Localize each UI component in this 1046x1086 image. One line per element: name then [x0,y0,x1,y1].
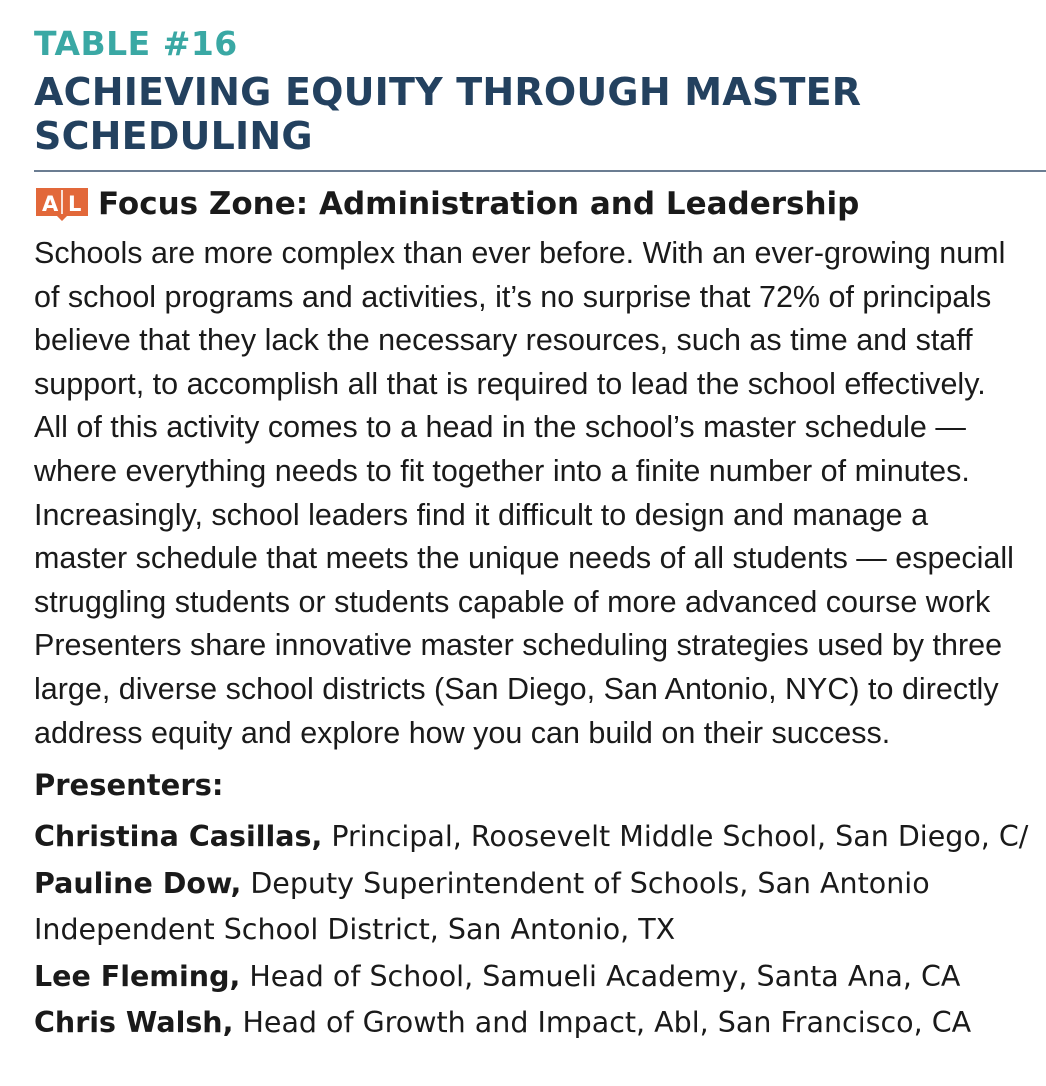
presenter-list [34,814,1046,1047]
presenters-heading: Presenters: [34,768,224,802]
svg-text:L: L [68,192,82,216]
svg-text:A: A [42,192,59,216]
description-line: believe that they lack the necessary resources, such as time and staff [34,323,973,358]
description-line: Schools are more complex than ever before. With an ever-growing numl [34,236,1006,270]
description-line: where everything needs to fit together into a finite number of minutes. [34,453,970,488]
presenter-name: Lee Fleming, [34,959,241,993]
presenter-detail: Principal, Roosevelt Middle School, San Diego, C/ [322,820,1029,853]
presenter-line [34,907,1046,954]
presenter-line [34,954,1046,1001]
presenter-detail: Deputy Superintendent of Schools, San Antonio [241,866,930,900]
title-divider [34,170,1046,172]
focus-zone [34,184,859,224]
presenter-detail: Independent School District, San Antonio, TX [34,913,676,946]
presenter-line [34,1000,1046,1047]
description-line: Presenters share innovative master scheduling strategies used by three [34,628,1003,663]
description-line: support, to accomplish all that is required to lead the school effectively. [34,366,986,401]
presenter-detail: Head of Growth and Impact, Abl, San Francisco, CA [233,1006,972,1039]
focus-zone-label: Focus Zone: Administration and Leadership [98,186,860,222]
presenter-name: Chris Walsh, [34,1006,234,1039]
description-line: struggling students or students capable of more advanced course work [34,584,991,619]
table-number-label: TABLE #16 [34,24,238,63]
presenter-name: Pauline Dow, [34,866,242,900]
description-line: Increasingly, school leaders find it difficult to design and manage a [34,497,929,532]
title-line-2: SCHEDULING [34,114,313,158]
presenter-line [34,861,1046,908]
page-title [34,70,1034,158]
presenter-name: Christina Casillas, [34,820,323,853]
description-line: master schedule that meets the unique needs of all students — especiall [34,541,1014,576]
presenter-detail: Head of School, Samueli Academy, Santa Ana, CA [240,959,961,993]
description-line: of school programs and activities, it’s no surprise that 72% of principals [34,279,992,314]
description-line: All of this activity comes to a head in the school’s master schedule — [34,410,966,445]
description-line: address equity and explore how you can build on their success. [34,715,891,750]
al-badge-icon [34,186,90,222]
presenter-line [34,814,1046,861]
description-paragraph [34,232,1046,755]
title-line-1: ACHIEVING EQUITY THROUGH MASTER [34,70,862,114]
description-line: large, diverse school districts (San Diego, San Antonio, NYC) to directly [34,671,999,706]
